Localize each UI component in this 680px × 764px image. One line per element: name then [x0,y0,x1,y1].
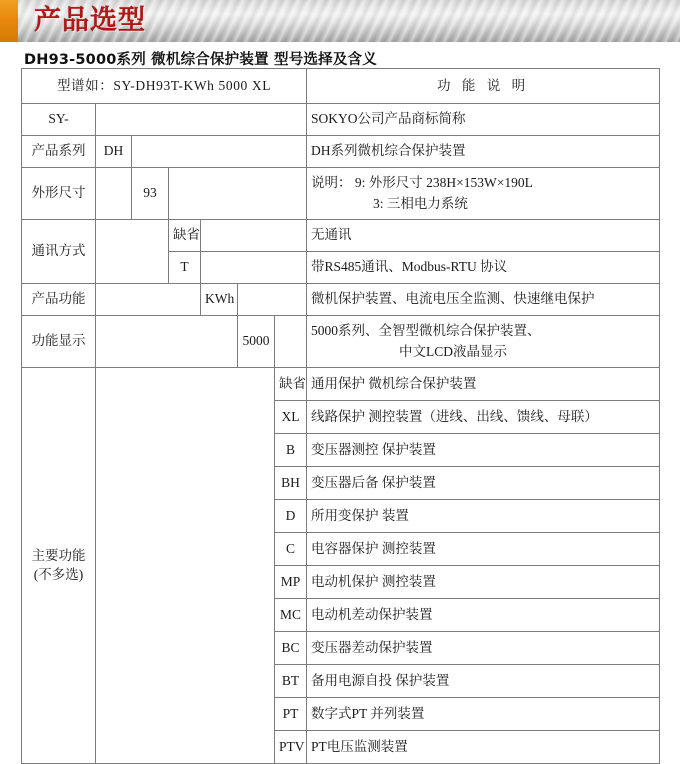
row-desc-product-function: 微机保护装置、电流电压全监测、快速继电保护 [307,284,660,316]
mainfn-desc-mp: 电动机保护 测控装置 [307,566,660,599]
mainfn-desc-default: 通用保护 微机综合保护装置 [307,368,660,401]
table-row [22,168,660,220]
mainfn-code-mp: MP [275,566,307,599]
row-label-dimension: 外形尺寸 [22,168,96,220]
spec-subtitle: DH93-5000系列 微机综合保护装置 型号选择及含义 [24,52,377,68]
row-blank-cells [169,168,307,220]
table-row [22,104,660,136]
row-blank-cells [96,368,275,764]
table-row [22,220,660,252]
row-code-t: T [169,252,201,284]
table-row [22,284,660,316]
table-row [22,136,660,168]
mainfn-code-bt: BT [275,665,307,698]
row-desc-dimension [307,168,660,220]
row-desc-display-line1: 5000系列、全智型微机综合保护装置、 [311,322,541,338]
row-code-dh: DH [96,136,132,168]
mainfn-desc-ptv: PT电压监测装置 [307,731,660,764]
row-desc-display [307,316,660,368]
mainfn-code-default: 缺省 [275,368,307,401]
mainfn-desc-bt: 备用电源自投 保护装置 [307,665,660,698]
mainfn-code-mc: MC [275,599,307,632]
page-title: 产品选型 [34,5,146,36]
mainfn-desc-c: 电容器保护 测控装置 [307,533,660,566]
row-label-communication: 通讯方式 [22,220,96,284]
row-desc-rs485: 带RS485通讯、Modbus-RTU 协议 [307,252,660,284]
row-label-product-function: 产品功能 [22,284,96,316]
mainfn-desc-mc: 电动机差动保护装置 [307,599,660,632]
mainfn-code-ptv: PTV [275,731,307,764]
mainfn-code-bh: BH [275,467,307,500]
row-code-default-comm: 缺省 [169,220,201,252]
row-label-series: 产品系列 [22,136,96,168]
row-blank-cell [96,168,132,220]
row-blank-cells [96,284,201,316]
header-function-desc: 功 能 说 明 [307,69,660,104]
mainfn-desc-b: 变压器测控 保护装置 [307,434,660,467]
mainfn-code-bc: BC [275,632,307,665]
row-blank-cells [201,220,307,252]
mainfn-code-d: D [275,500,307,533]
row-blank-cells [201,252,307,284]
row-label-main-function [22,368,96,764]
row-desc-display-line2: 中文LCD液晶显示 [399,343,508,359]
row-code-5000: 5000 [238,316,275,368]
mainfn-desc-d: 所用变保护 装置 [307,500,660,533]
model-selection-table [21,68,660,764]
header-model-example: 型谱如：SY-DH93T-KWh 5000 XL [22,69,307,104]
mainfn-code-pt: PT [275,698,307,731]
banner-accent-bar [0,0,18,42]
main-function-label-line1: 主要功能 [31,548,86,564]
row-blank-cells [96,316,238,368]
mainfn-code-b: B [275,434,307,467]
mainfn-code-xl: XL [275,401,307,434]
row-desc-sy: SOKYO公司产品商标简称 [307,104,660,136]
mainfn-desc-bc: 变压器差动保护装置 [307,632,660,665]
row-label-display: 功能显示 [22,316,96,368]
row-blank-cell [275,316,307,368]
row-label-sy: SY- [22,104,96,136]
mainfn-code-c: C [275,533,307,566]
mainfn-desc-bh: 变压器后备 保护装置 [307,467,660,500]
row-desc-no-comm: 无通讯 [307,220,660,252]
row-blank-cells [96,220,169,284]
mainfn-desc-xl: 线路保护 测控装置（进线、出线、馈线、母联） [307,401,660,434]
row-blank-cells [96,104,307,136]
main-function-label-line2: (不多选) [33,566,84,582]
table-row [22,368,660,401]
row-desc-dimension-line1: 说明： 9: 外形尺寸 238H×153W×190L [311,174,533,190]
row-blank-cells [238,284,307,316]
row-code-kwh: KWh [201,284,238,316]
page-banner [0,0,680,42]
table-header-row [22,69,660,104]
row-code-93: 93 [132,168,169,220]
mainfn-desc-pt: 数字式PT 并列装置 [307,698,660,731]
table-row [22,316,660,368]
row-desc-series: DH系列微机综合保护装置 [307,136,660,168]
row-desc-dimension-line2: 3: 三相电力系统 [373,195,468,211]
row-blank-cells [132,136,307,168]
